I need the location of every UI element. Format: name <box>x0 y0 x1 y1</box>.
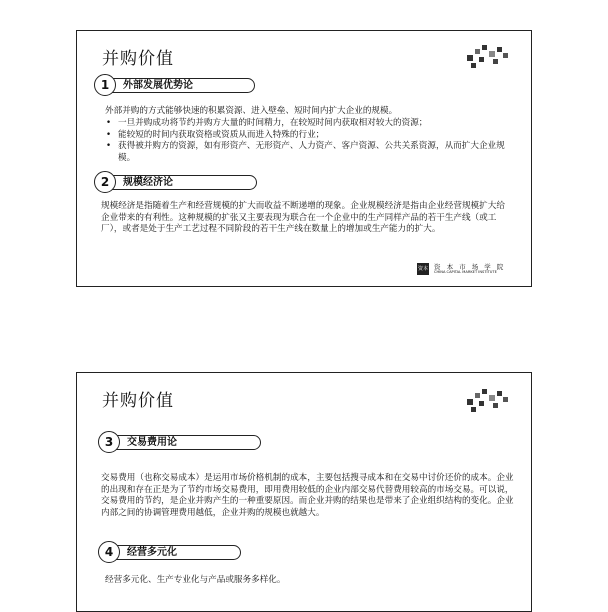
slide-2 <box>76 372 532 612</box>
slide-title: 并购价值 <box>102 49 174 69</box>
bullet-list <box>105 118 513 164</box>
institute-name-en: CHINA CAPITAL MARKET INSTITUTE <box>434 270 497 274</box>
section-body: 经营多元化、生产专业化与产品或服务多样化。 <box>105 575 286 585</box>
section-header-3 <box>101 435 261 450</box>
bullet-icon: • <box>106 141 112 151</box>
bullet-icon: • <box>106 118 112 128</box>
section-title: 外部发展优势论 <box>123 80 193 91</box>
list-item: • 一旦并购成功将节约并购方大量的时间精力，在较短时间内获取相对较大的资源； <box>106 118 428 128</box>
section-title: 经营多元化 <box>127 547 177 558</box>
logo-box: 资本 <box>417 263 429 275</box>
section-number: 2 <box>94 171 116 193</box>
section-title: 交易费用论 <box>127 437 177 448</box>
logo-mosaic-icon <box>467 45 509 69</box>
section-intro: 外部并购的方式能够快速的积累资源、进入壁垒、短时间内扩大企业的规模。 <box>105 106 398 116</box>
section-body: 交易费用（也称交易成本）是运用市场价格机制的成本，主要包括搜寻成本和在交易中讨价还价的成本。企业的出现和存在正是为了节约市场交易费用，即用费用较低的企业内部交易代替费用较高的市场交易。可以说，交易费用的节约，是企业并购产生的一种重要原因。而企业并购的结果也是带来了企业组织结构的变化。企业内部之间的协调管理费用越低，企业并购的规模也就越大。 <box>101 473 514 518</box>
section-title: 规模经济论 <box>123 177 173 188</box>
bullet-icon: • <box>106 129 112 140</box>
logo-mosaic-icon <box>467 389 509 413</box>
section-header-4 <box>101 545 241 560</box>
section-header-1 <box>97 78 255 93</box>
list-item: • 能较短的时间内获取资格或资质从而进入特殊的行业； <box>106 129 325 140</box>
section-number: 3 <box>98 431 120 453</box>
institute-name-zh: 资 本 市 场 学 院 <box>434 263 506 271</box>
list-item: • 获得被并购方的资源，如有形资产、无形资产、人力资产、客户资源、公共关系资源，从而扩大企业规模。 <box>106 141 505 163</box>
slide-1 <box>76 30 532 287</box>
section-body: 规模经济是指随着生产和经营规模的扩大而收益不断递增的现象。企业规模经济是指由企业经营规模扩大给企业带来的有利性。这种规模的扩张又主要表现为联合在一个企业中的生产同样产品的若干生产线（或工厂），或者是处于生产工艺过程不同阶段的若干生产线在数量上的增加或生产能力的扩大。 <box>101 201 505 234</box>
slide-title: 并购价值 <box>102 391 174 411</box>
section-header-2 <box>97 175 257 190</box>
section-number: 1 <box>94 74 116 96</box>
institute-logo <box>417 263 517 277</box>
section-number: 4 <box>98 541 120 563</box>
